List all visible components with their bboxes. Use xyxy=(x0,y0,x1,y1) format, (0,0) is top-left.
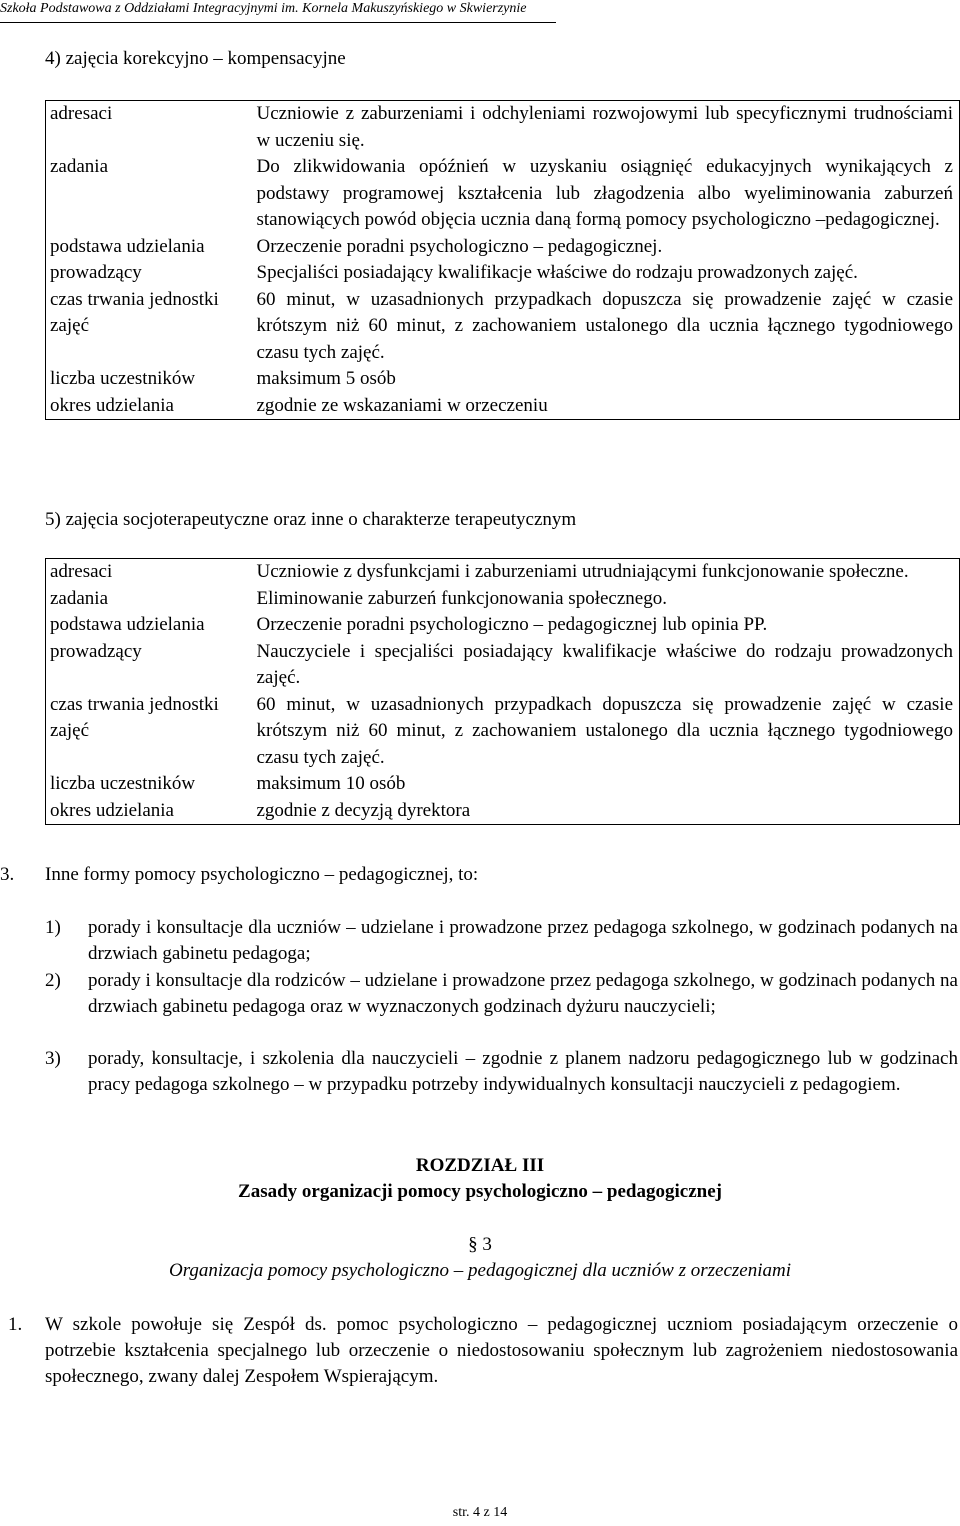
header-text: Szkoła Podstawowa z Oddziałami Integracyjnymi im. Kornela Makuszyńskiego w Skwierzynie xyxy=(0,1,527,16)
row-label: adresaci xyxy=(50,103,113,124)
row-label: liczba uczestników xyxy=(50,368,196,389)
final-point-content: W szkole powołuje się Zespół ds. pomoc psychologiczno – pedagogicznej uczniom posiadającym orzeczenie o potrzebie kształcenia specjalnego lub orzeczenie o niedostosowaniu społecznym lub zagrożeniem niedostosowania społecznego, zwany dalej Zespołem Wspierającym. xyxy=(45,1314,958,1387)
row-value: Eliminowanie zaburzeń funkcjonowania społecznego. xyxy=(256,587,667,609)
row-value: 60 minut, w uzasadnionych przypadkach dopuszcza się prowadzenie zajęć w czasie krótszym niż 60 minut, z zachowaniem ustalonego dla ucznia łącznego tygodniowego czasu tych zajęć. xyxy=(256,288,953,363)
row-label: podstawa udzielania xyxy=(50,235,205,257)
table-row xyxy=(46,586,960,613)
table-row xyxy=(46,798,960,825)
table-row xyxy=(46,639,960,692)
table-row xyxy=(46,234,960,261)
row-label: okres udzielania xyxy=(50,394,174,416)
row-label: zadania xyxy=(50,156,109,177)
row-value: Uczniowie z zaburzeniami i odchyleniami rozwojowymi lub specyficznymi trudnościami w uczeniu się. xyxy=(256,103,953,151)
row-label: czas trwania jednostki zajęć xyxy=(50,693,219,741)
list-item-number: 1) xyxy=(45,917,61,938)
row-value: 60 minut, w uzasadnionych przypadkach dopuszcza się prowadzenie zajęć w czasie krótszym niż 60 minut, z zachowaniem ustalonego dla ucznia łącznego tygodniowego czasu tych zajęć. xyxy=(256,693,953,768)
table-row xyxy=(46,260,960,287)
section-4-table xyxy=(45,100,960,420)
table-row xyxy=(46,559,960,586)
row-value: Orzeczenie poradni psychologiczno – pedagogicznej lub opinia PP. xyxy=(256,614,768,635)
row-value: Do zlikwidowania opóźnień w uzyskaniu osiągnięć edukacyjnych wynikających z podstawy programowej kształcenia lub złagodzenia albo wyeliminowania zaburzeń stanowiących powód objęcia ucznia daną formą pomocy psychologiczno –pedagogicznej. xyxy=(256,156,953,230)
row-value: Nauczyciele i specjaliści posiadający kwalifikacje właściwe do rodzaju prowadzonych zajęć. xyxy=(256,640,953,688)
paragraph-title: Organizacja pomocy psychologiczno – pedagogicznej dla uczniów z orzeczeniami xyxy=(169,1260,791,1281)
row-label: adresaci xyxy=(50,561,113,582)
row-value: Orzeczenie poradni psychologiczno – pedagogicznej. xyxy=(256,235,663,257)
table-row xyxy=(46,154,960,234)
table-row xyxy=(46,366,960,393)
final-point-number: 1. xyxy=(8,1314,23,1335)
chapter-title: ROZDZIAŁ III xyxy=(415,1155,545,1176)
row-value: Uczniowie z dysfunkcjami i zaburzeniami utrudniającymi funkcjonowanie społeczne. xyxy=(256,561,909,582)
point-3-intro: Inne formy pomocy psychologiczno – pedagogicznej, to: xyxy=(45,864,479,885)
row-value: maksimum 5 osób xyxy=(256,368,396,389)
paragraph-symbol: § 3 xyxy=(468,1234,492,1255)
row-label: liczba uczestników xyxy=(50,773,196,794)
row-value: maksimum 10 osób xyxy=(256,773,406,794)
table-row xyxy=(46,692,960,772)
list-item: porady, konsultacje, i szkolenia dla nauczycieli – zgodnie z planem nadzoru pedagogicznego lub w godzinach pracy pedagoga szkolnego – w przypadku potrzeby indywidualnych konsultacji nauczycieli z pedagogiem. xyxy=(88,1048,958,1095)
row-value: zgodnie z decyzją dyrektora xyxy=(256,799,471,821)
section-4-heading: 4) zajęcia korekcyjno – kompensacyjne xyxy=(45,48,346,69)
page-number: str. 4 z 14 xyxy=(452,1505,508,1520)
chapter-subtitle: Zasady organizacji pomocy psychologiczno – pedagogicznej xyxy=(238,1181,722,1202)
table-row xyxy=(46,771,960,798)
row-label: okres udzielania xyxy=(50,799,174,821)
row-label: prowadzący xyxy=(50,262,142,283)
row-value: Specjaliści posiadający kwalifikacje właściwe do rodzaju prowadzonych zajęć. xyxy=(256,262,858,283)
row-label: prowadzący xyxy=(50,640,142,662)
table-row xyxy=(46,287,960,367)
row-label: czas trwania jednostki zajęć xyxy=(50,288,219,336)
row-value: zgodnie ze wskazaniami w orzeczeniu xyxy=(256,394,548,416)
table-row xyxy=(46,393,960,420)
table-row xyxy=(46,101,960,155)
row-label: podstawa udzielania xyxy=(50,614,205,635)
final-point-text xyxy=(45,1312,958,1390)
list-item: porady i konsultacje dla uczniów – udzielane i prowadzone przez pedagoga szkolnego, w godzinach podanych na drzwiach gabinetu pedagoga; xyxy=(88,917,958,964)
table-row xyxy=(46,612,960,639)
list-item-number: 2) xyxy=(45,970,61,991)
page-header xyxy=(0,0,556,23)
section-5-table xyxy=(45,558,960,825)
list-item-number: 3) xyxy=(45,1048,61,1069)
point-3-number: 3. xyxy=(0,864,15,885)
list-item: porady i konsultacje dla rodziców – udzielane i prowadzone przez pedagoga szkolnego, w godzinach podanych na drzwiach gabinetu pedagoga oraz w wyznaczonych godzinach dyżuru nauczycieli; xyxy=(88,970,958,1017)
row-label: zadania xyxy=(50,587,109,609)
section-5-heading: 5) zajęcia socjoterapeutyczne oraz inne o charakterze terapeutycznym xyxy=(45,509,577,530)
